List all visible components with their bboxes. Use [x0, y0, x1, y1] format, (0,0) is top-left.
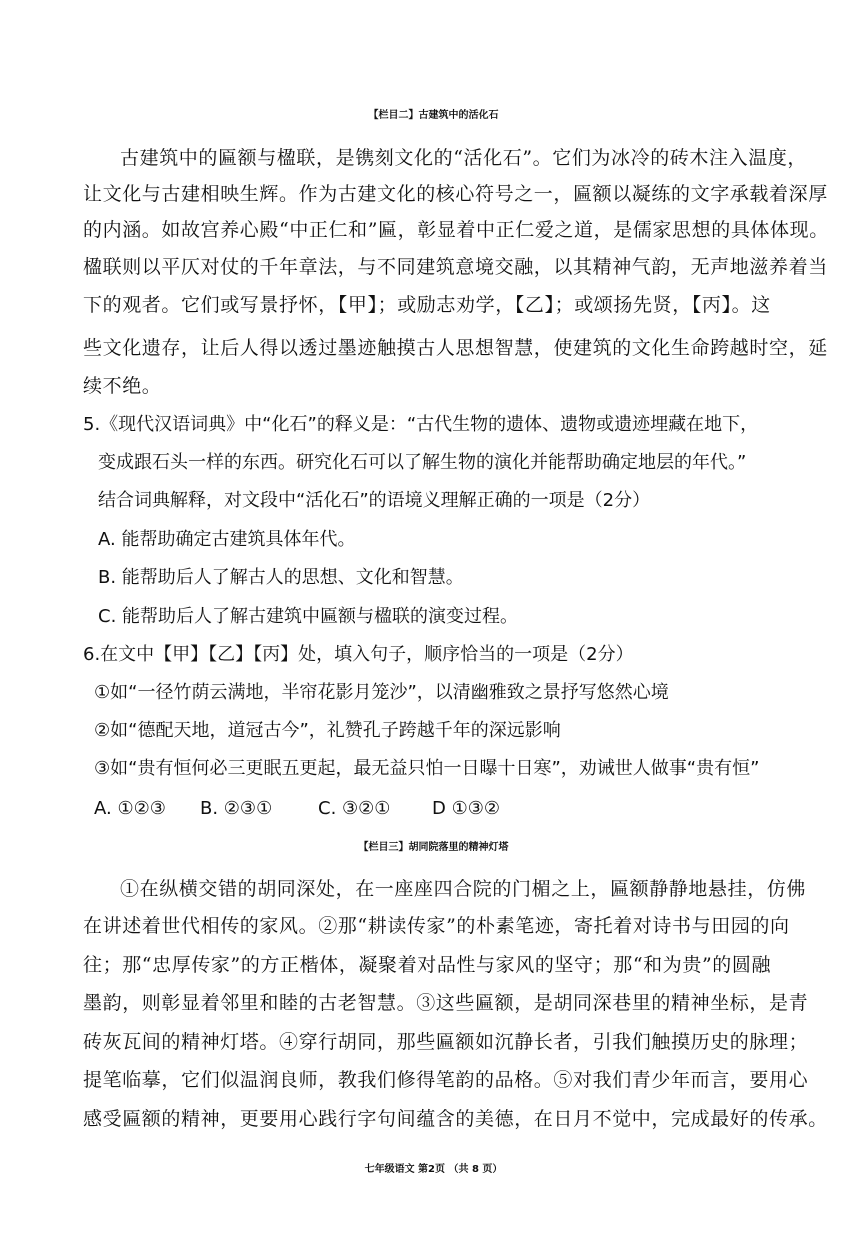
paragraph-line: 感受匾额的精神，更要用心践行字句间蕴含的美德，在日月不觉中，完成最好的传承。 [83, 1108, 828, 1130]
question-6-option-c: C. ③②① [318, 798, 391, 819]
question-6-item-3: ③如“贵有恒何必三更眠五更起，最无益只怕一日曝十日寒”，劝诫世人做事“贵有恒” [94, 758, 760, 779]
question-5-option-a: A. 能帮助确定古建筑具体年代。 [98, 529, 356, 550]
paragraph-line: 的内涵。如故宫养心殿“中正仁和”匾，彰显着中正仁爱之道，是儒家思想的具体体现。 [83, 219, 829, 241]
question-5-stem: 结合词典解释，对文段中“活化石”的语境义理解正确的一项是（2分） [98, 490, 651, 511]
paragraph-line: 些文化遗存，让后人得以透过墨迹触摸古人思想智慧，使建筑的文化生命跨越时空，延 [83, 337, 828, 359]
paragraph-line: 墨韵，则彰显着邻里和睦的古老智慧。③这些匾额，是胡同深巷里的精神坐标，是青 [83, 992, 809, 1014]
paragraph-line: 让文化与古建相映生辉。作为古建文化的核心符号之一，匾额以凝练的文字承载着深厚 [83, 183, 828, 205]
question-5-option-c: C. 能帮助后人了解古建筑中匾额与楹联的演变过程。 [98, 606, 519, 627]
paragraph-line: 在讲述着世代相传的家风。②那“耕读传家”的朴素笔迹，寄托着对诗书与田园的向 [83, 915, 790, 937]
question-6-option-d: D ①③② [432, 798, 500, 819]
question-6-stem: 6.在文中【甲】【乙】【丙】处，填入句子，顺序恰当的一项是（2分） [83, 644, 634, 665]
paragraph-line: 续不绝。 [83, 375, 162, 397]
paragraph-line: 下的观者。它们或写景抒怀，【甲】；或励志劝学，【乙】；或颂扬先贤，【丙】。这 [83, 294, 771, 316]
question-5-stem: 5.《现代汉语词典》中“化石”的释义是：“古代生物的遗体、遗物或遗迹埋藏在地下， [83, 414, 759, 435]
paragraph-line: 往；那“忠厚传家”的方正楷体，凝聚着对品性与家风的坚守；那“和为贵”的圆融 [83, 954, 772, 976]
paragraph-line: 古建筑中的匾额与楹联，是镌刻文化的“活化石”。它们为冰冷的砖木注入温度， [120, 147, 808, 169]
question-6-option-b: B. ②③① [200, 798, 273, 819]
question-5-option-b: B. 能帮助后人了解古人的思想、文化和智慧。 [98, 567, 464, 588]
question-6-item-2: ②如“德配天地，道冠古今”，礼赞孔子跨越千年的深远影响 [94, 720, 561, 741]
paragraph-line: ①在纵横交错的胡同深处，在一座座四合院的门楣之上，匾额静静地悬挂，仿佛 [120, 878, 807, 900]
paragraph-line: 楹联则以平仄对仗的千年章法，与不同建筑意境交融，以其精神气韵，无声地滋养着当 [83, 256, 828, 278]
question-6-item-1: ①如“一径竹荫云满地，半帘花影月笼沙”，以清幽雅致之景抒写悠然心境 [94, 682, 669, 703]
section2-heading: 【栏目二】古建筑中的活化石 [368, 110, 499, 121]
question-6-option-a: A. ①②③ [94, 798, 166, 819]
paragraph-line: 砖灰瓦间的精神灯塔。④穿行胡同，那些匾额如沉静长者，引我们触摸历史的脉理； [83, 1031, 809, 1053]
page-footer: 七年级语文 第2页 （共 8 页） [364, 1164, 503, 1175]
section3-heading: 【栏目三】胡同院落里的精神灯塔 [358, 842, 509, 853]
question-5-stem: 变成跟石头一样的东西。研究化石可以了解生物的演化并能帮助确定地层的年代。” [98, 452, 747, 473]
paragraph-line: 提笔临摹，它们似温润良师，教我们修得笔韵的品格。⑤对我们青少年而言，要用心 [83, 1069, 809, 1091]
